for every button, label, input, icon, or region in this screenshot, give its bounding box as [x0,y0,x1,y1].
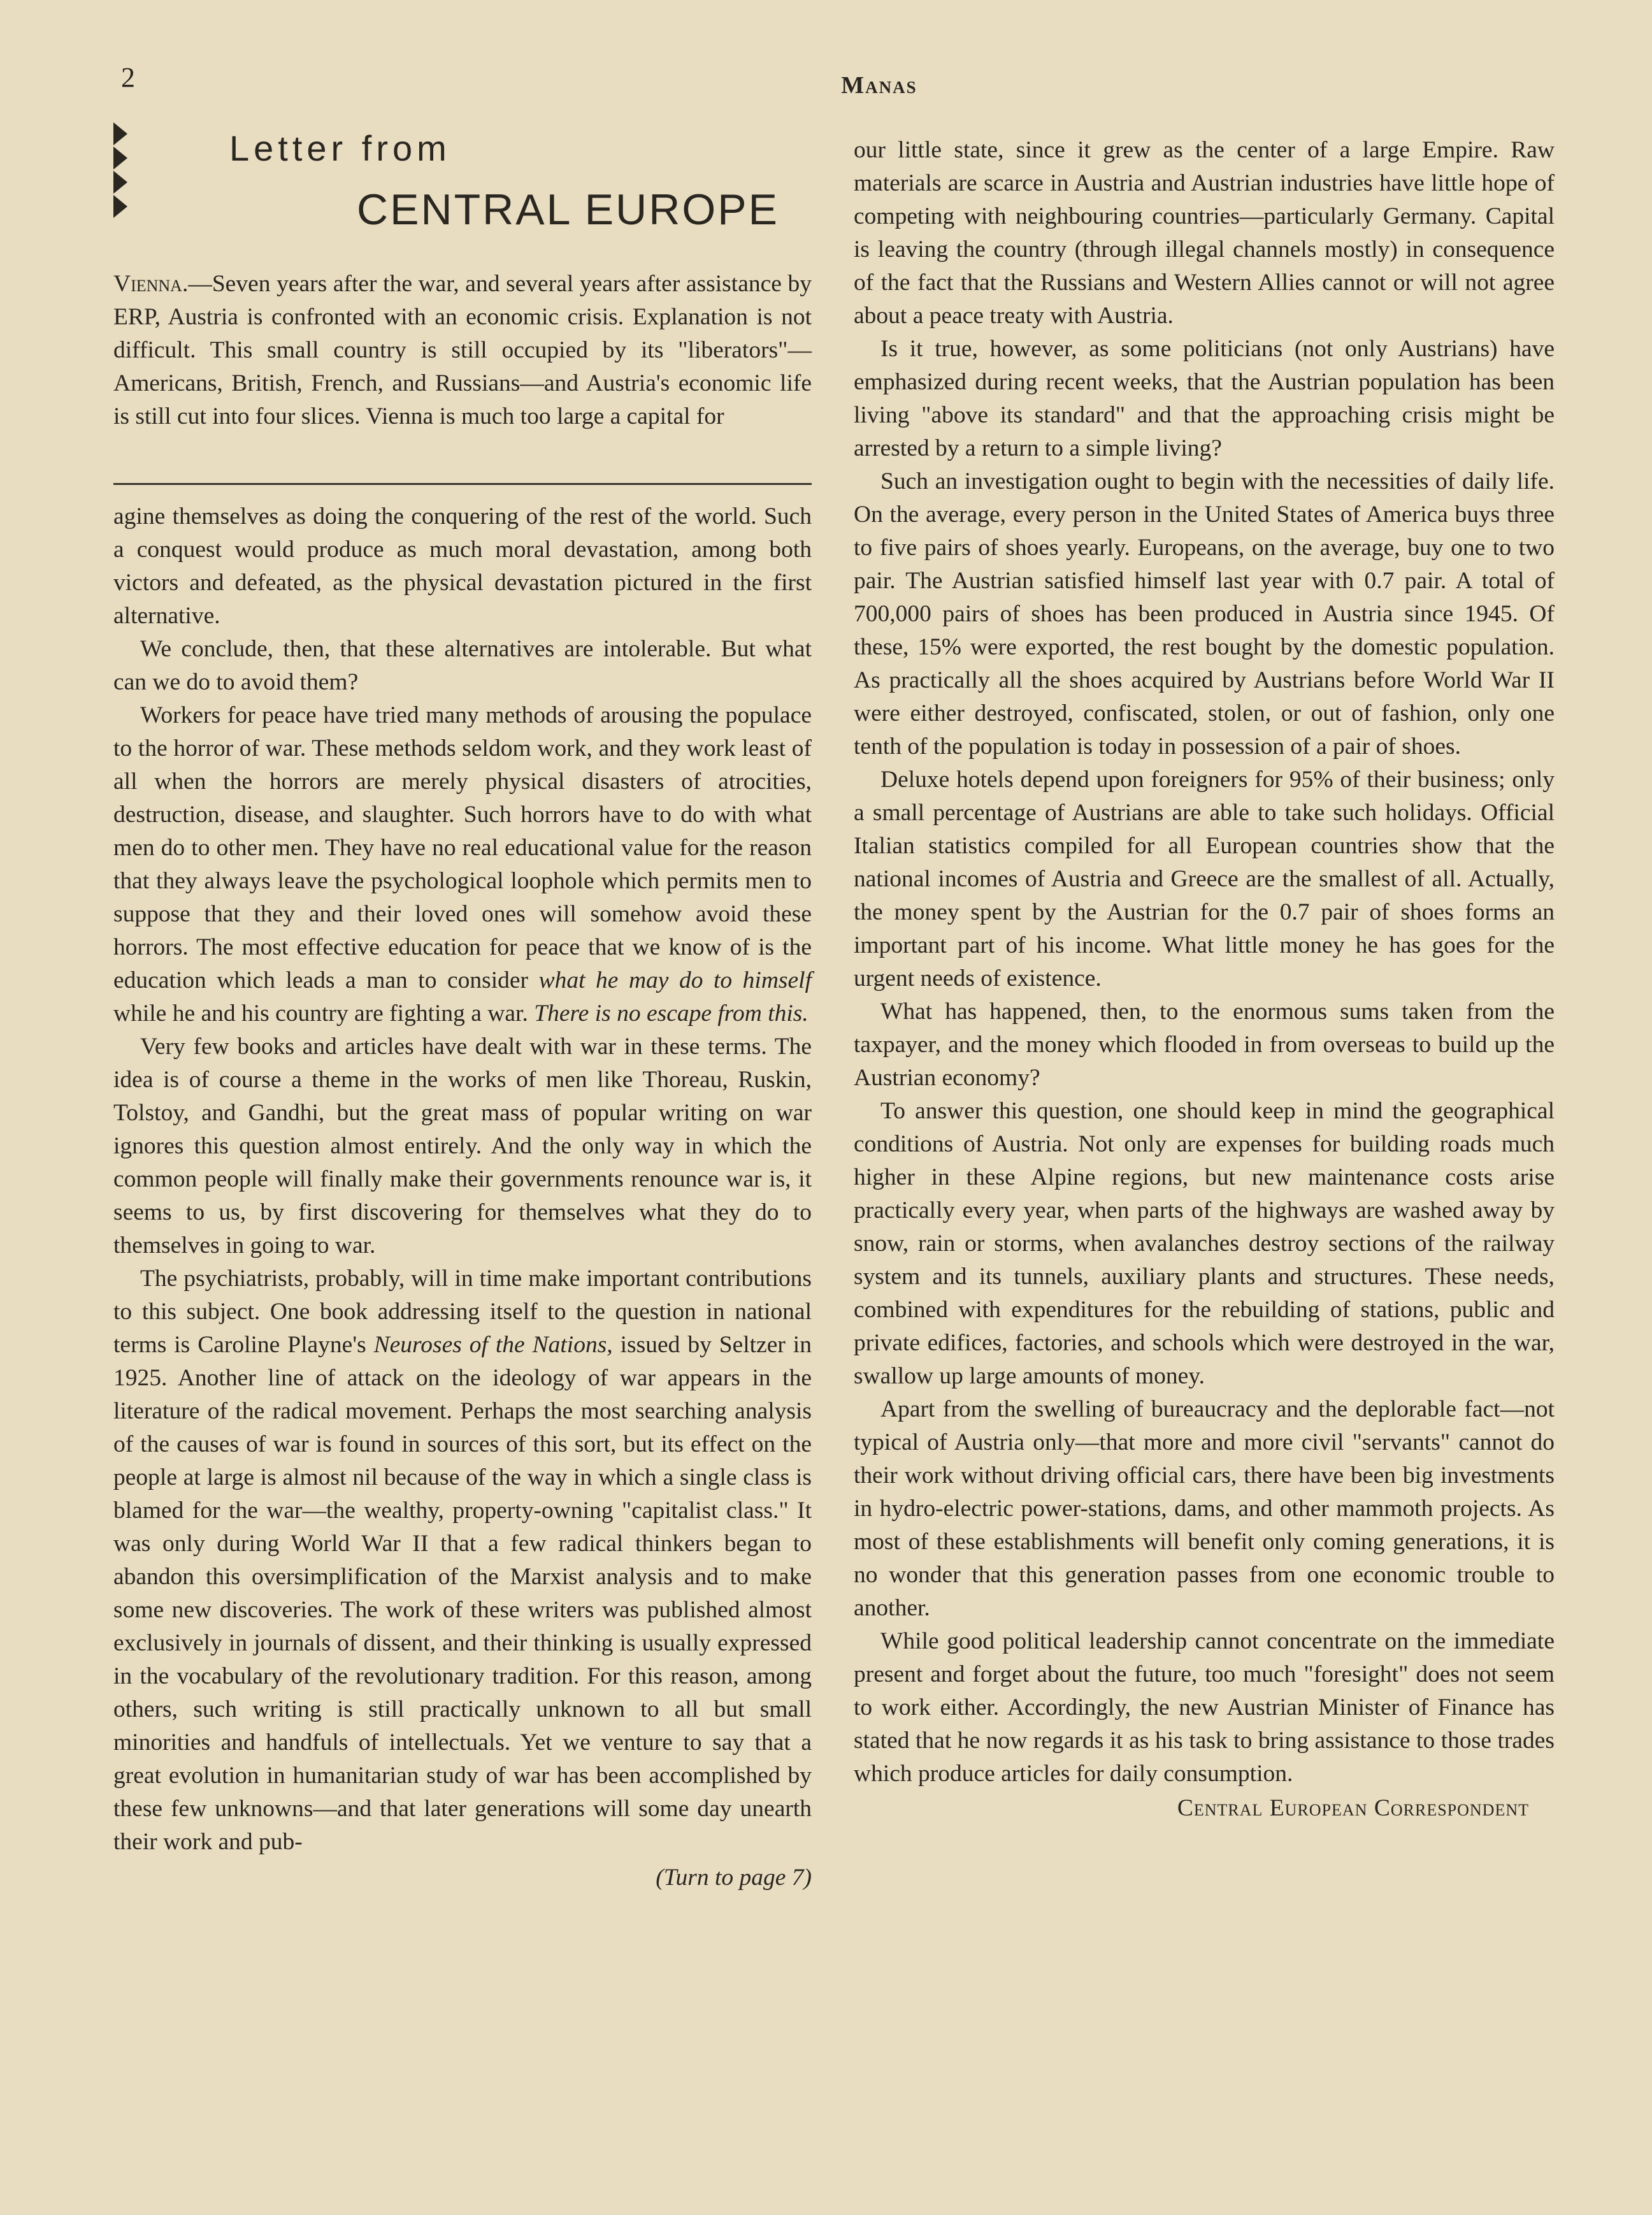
author-signature: Central European Correspondent [1177,1795,1529,1821]
triangle-marker-icon [113,122,127,145]
right-paragraph-5: What has happened, then, to the enormous sums taken from the taxpayer, and the money which flooded in from overseas to build up the Austrian economy? [854,999,1555,1091]
right-paragraph-7: Apart from the swelling of bureaucracy and the deplorable fact—not typical of Austria only—that more and more civil "servants" cannot do their work without driving official cars, there have been big investments in hydro-electric power-stations, dams, and other mammoth projects. As most of these establishments will benefit only coming generations, it is no wonder that this generation passes from one economic trouble to another. [854,1396,1555,1621]
left-paragraph-3 [113,699,812,1030]
right-column [854,134,1555,1825]
title-line-1: Letter from [229,128,451,168]
left-paragraph-1: agine themselves as doing the conquering of the rest of the world. Such a conquest would produce as much moral devastation, among both victors and defeated, as the physical devastation pictured in the first alternative. [113,503,812,629]
text-run: issued by Seltzer in 1925. Another line of attack on the ideology of war appears in the literature of the radical movement. Perhaps the most searching analysis of the causes of war is found in sources of this sort, but its effect on the people at large is almost nil because of the way in which a single class is blamed for the war—the wealthy, property-owning "capitalist class." It was only during World War II that a few radical thinkers began to abandon this oversimplification of the Marxist analysis and to make some new discoveries. The work of these writers was published almost exclusively in journals of dissent, and their thinking is usually expressed in the vocabulary of the revolutionary tradition. For this reason, among others, such writing is still practically unknown to all but small minorities and handfuls of intellectuals. Yet we venture to say that a great evolution in humanitarian study of war has been accomplished by these few unknowns—and that later generations will some day unearth their work and pub- [113,1332,812,1855]
left-paragraph-5 [113,1262,812,1859]
emphasis-text: There is no escape from this. [534,1000,808,1027]
left-paragraph-2: We conclude, then, that these alternatives are intolerable. But what can we do to avoid them? [113,636,812,695]
right-paragraph-3: Such an investigation ought to begin with the necessities of daily life. On the average, every person in the United States of America buys three to five pairs of shoes yearly. Europeans, on the average, buy one to two pair. The Austrian satisfied himself last year with 0.7 pair. A total of 700,000 pairs of shoes has been produced in Austria since 1945. Of these, 15% were exported, the rest bought by the domestic population. As practically all the shoes acquired by Austrians before World War II were either destroyed, confiscated, stolen, or out of fashion, only one tenth of the population is today in possession of a pair of shoes. [854,468,1555,760]
right-paragraph-6: To answer this question, one should keep in mind the geographical conditions of Austria. Not only are expenses for building roads much higher in these Alpine regions, but new maintenance costs arise practically every year, when parts of the highways are washed away by snow, rain or storms, when avalanches destroy sections of the railway system and its tunnels, auxiliary plants and structures. These needs, combined with expenditures for the rebuilding of stations, public and private edifices, factories, and schools which were destroyed in the war, swallow up large amounts of money. [854,1098,1555,1389]
continuation-note: (Turn to page 7) [656,1865,812,1891]
right-paragraph-1: our little state, since it grew as the center of a large Empire. Raw materials are scarce in Austria and Austrian industries have little hope of competing with neighbouring countries—particularly Germany. Capital is leaving the country (through illegal channels mostly) in consequence of the fact that the Russians and Western Allies cannot or will not agree about a peace treaty with Austria. [854,137,1555,329]
running-title: Manas [841,72,917,99]
emphasis-text: what he may do to himself [538,967,812,993]
lead-text: .—Seven years after the war, and several years after assistance by ERP, Austria is confronted with an economic crisis. Explanation is not difficult. This small country is still occupied by its "liberators"—Americans, British, French, and Russians—and Austria's economic life is still cut into four slices. Vienna is much too large a capital for [113,271,812,429]
left-column [113,500,812,1894]
right-paragraph-4: Deluxe hotels depend upon foreigners for 95% of their business; only a small percentage of Austrians are able to take such holidays. Official Italian statistics compiled for all European countries show that the national incomes of Austria and Greece are the smallest of all. Actually, the money spent by the Austrian for the 0.7 pair of shoes forms an important part of his income. What little money he has goes for the urgent needs of existence. [854,767,1555,992]
emphasis-text: Neuroses of the Nations, [373,1332,613,1358]
text-run: Workers for peace have tried many methods of arousing the populace to the horror of war. These methods seldom work, and they work least of all when the horrors are merely physical disasters of atrocities, destruction, disease, and slaughter. Such horrors have to do with what men do to other men. They have no real educational value for the reason that they always leave the psychological loophole which permits men to suppose that they and their loved ones will somehow avoid these horrors. The most effective education for peace that we know of is the education which leads a man to consider [113,702,812,993]
text-run: The psychiatrists, probably, will in time make important contributions to this subject. One book addressing itself to the question in national terms is Caroline Playne's [113,1266,812,1358]
title-markers [113,122,127,219]
text-run: while he and his country are fighting a war. [113,1000,535,1027]
section-divider [113,483,812,485]
letter-lead-paragraph [113,268,812,433]
triangle-marker-icon [113,171,127,194]
page-number: 2 [121,62,135,93]
left-paragraph-4: Very few books and articles have dealt with war in these terms. The idea is of course a theme in the works of men like Thoreau, Ruskin, Tolstoy, and Gandhi, but the great mass of popular writing on war ignores this question almost entirely. And the only way in which the common people will finally make their governments renounce war is, it seems to us, by first discovering for themselves what they do to themselves in going to war. [113,1034,812,1259]
right-paragraph-2: Is it true, however, as some politicians (not only Austrians) have emphasized during recent weeks, that the Austrian population has been living "above its standard" and that the approaching crisis might be arrested by a return to a simple living? [854,336,1555,461]
triangle-marker-icon [113,147,127,170]
dateline: Vienna [113,271,182,297]
triangle-marker-icon [113,195,127,218]
title-line-2: CENTRAL EUROPE [357,185,779,234]
right-paragraph-8: While good political leadership cannot concentrate on the immediate present and forget about the future, too much "foresight" does not seem to work either. Accordingly, the new Austrian Minister of Finance has stated that he now regards it as his task to bring assistance to those trades which produce articles for daily consumption. [854,1628,1555,1787]
